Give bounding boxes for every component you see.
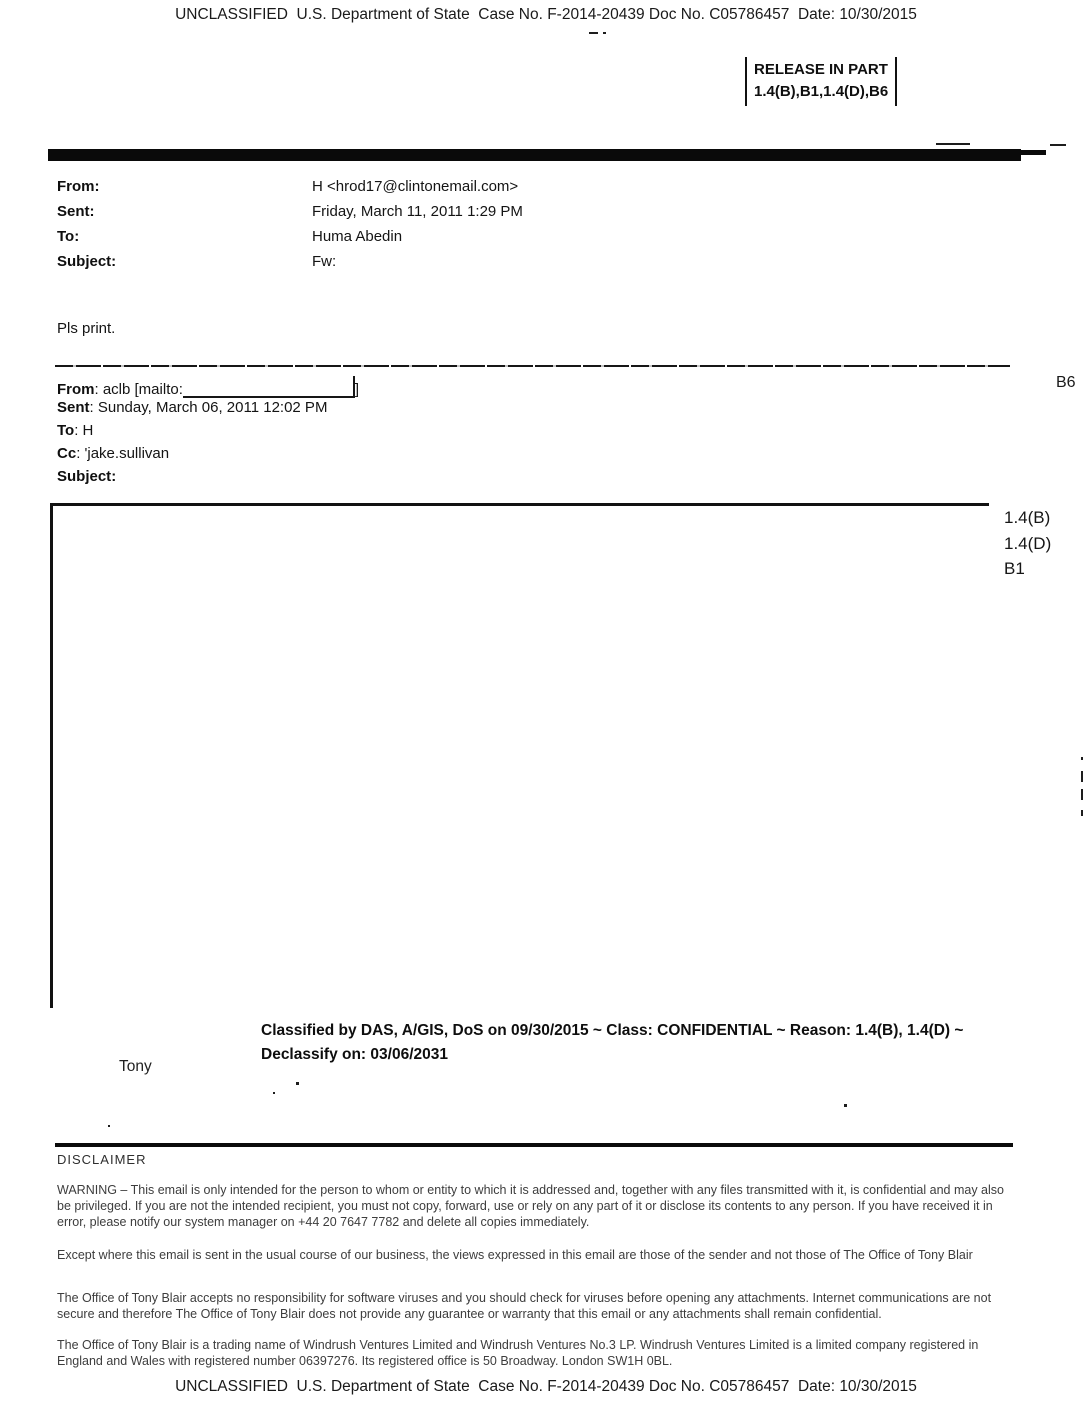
scan-artifact-dot <box>108 1125 110 1127</box>
redaction-code-stack <box>1004 505 1051 582</box>
email1-sent-value: Friday, March 11, 2011 1:29 PM <box>312 203 523 220</box>
email2-to-text: : H <box>74 422 94 439</box>
separator-dashed-line <box>55 365 1010 367</box>
scan-artifact-dot <box>844 1104 847 1107</box>
email2-sent-label: Sent <box>57 399 90 416</box>
email2-cc-label: Cc <box>57 445 77 462</box>
classification-statement: Classified by DAS, A/GIS, DoS on 09/30/2015 ~ Class: CONFIDENTIAL ~ Reason: 1.4(B), 1.4(D) ~ Declassify on: 03/06/2031 <box>261 1022 964 1063</box>
redaction-code-14b: 1.4(B) <box>1004 508 1051 527</box>
release-stamp-line2: 1.4(B),B1,1.4(D),B6 <box>754 83 889 100</box>
email2-subject-colon: : <box>111 468 117 485</box>
email1-sent-label: Sent: <box>57 203 95 220</box>
email2-from-line <box>57 376 359 398</box>
release-stamp <box>745 57 897 106</box>
email2-from-label: From <box>57 381 95 398</box>
redaction-bar-tail <box>1021 150 1046 155</box>
redacted-message-body-box <box>50 503 989 1008</box>
disclaimer-paragraph-viruses: The Office of Tony Blair accepts no responsibility for software viruses and you should check for viruses before opening any attachments. Internet communications are not secure and therefore The Office of Tony Blair does not provide any guarantee or warranty that this email or any attachments shall remain confidential. <box>57 1291 992 1321</box>
redaction-code-b6: B6 <box>1056 374 1076 391</box>
scan-artifact-dot <box>296 1082 299 1085</box>
disclaimer-separator-line <box>55 1143 1013 1147</box>
email1-to-label: To: <box>57 228 80 245</box>
email1-body-text: Pls print. <box>57 320 116 337</box>
email2-sent-line <box>57 399 327 416</box>
page-footer-classification-line: UNCLASSIFIED U.S. Department of State Case No. F-2014-20439 Doc No. C05786457 Date: 10/30/2015 <box>175 1378 917 1395</box>
email2-subject-line <box>57 468 116 485</box>
email2-cc-line <box>57 445 169 462</box>
redacted-email-address-box <box>183 376 355 398</box>
scan-artifact-tick <box>1081 789 1083 800</box>
scan-artifact-dash <box>589 32 598 34</box>
email2-sent-text: : Sunday, March 06, 2011 12:02 PM <box>89 399 328 416</box>
disclaimer-paragraph-warning: WARNING – This email is only intended for the person to whom or entity to which it is addressed and, together with any files transmitted with it, is confidential and may also be privileged. If you are not the intended recipient, you must not copy, forward, use or rely on any part of it or disclose its contents to any person. If you have received it in error, please notify our system manager on +44 20 7647 7782 and delete all copies immediately. <box>57 1183 1004 1229</box>
page-header-classification-line: UNCLASSIFIED U.S. Department of State Case No. F-2014-20439 Doc No. C05786457 Date: 10/30/2015 <box>175 6 917 23</box>
email2-subject-label: Subject <box>57 468 112 485</box>
scan-artifact-tick <box>1081 810 1083 816</box>
email1-from-value: H <hrod17@clintonemail.com> <box>312 178 519 195</box>
scan-artifact-tick <box>1081 757 1083 760</box>
email1-from-label: From: <box>57 178 100 195</box>
email2-to-line <box>57 422 93 439</box>
email2-cc-text: : 'jake.sullivan <box>76 445 170 462</box>
disclaimer-paragraph-views: Except where this email is sent in the usual course of our business, the views expressed in this email are those of the sender and not those of The Office of Tony Blair <box>57 1248 973 1262</box>
release-stamp-line1: RELEASE IN PART <box>754 61 888 78</box>
signature-tony: Tony <box>119 1058 152 1075</box>
email1-to-value: Huma Abedin <box>312 228 403 245</box>
email1-subject-value: Fw: <box>312 253 337 270</box>
scan-artifact-dot <box>603 32 606 34</box>
disclaimer-heading: DISCLAIMER <box>57 1152 147 1167</box>
email2-from-text: : aclb [mailto: <box>94 381 183 398</box>
scan-artifact-speck <box>1050 144 1066 146</box>
scan-artifact-tick <box>1081 771 1083 782</box>
redaction-code-14d: 1.4(D) <box>1004 533 1052 553</box>
scan-artifact-dot <box>273 1092 275 1094</box>
disclaimer-paragraph-company: The Office of Tony Blair is a trading name of Windrush Ventures Limited and Windrush Ventures No.3 LP. Windrush Ventures Limited is a limited company registered in England and Wales with registered number 06397276. Its registered office is 50 Broadway. London SW1H 0BL. <box>57 1338 979 1368</box>
email1-subject-label: Subject: <box>57 253 117 270</box>
email2-to-label: To <box>57 422 75 439</box>
scan-artifact-speck <box>936 143 970 145</box>
redaction-code-b1: B1 <box>1004 559 1025 578</box>
redaction-bar <box>48 149 1021 161</box>
email2-from-bracket: ] <box>354 381 360 398</box>
